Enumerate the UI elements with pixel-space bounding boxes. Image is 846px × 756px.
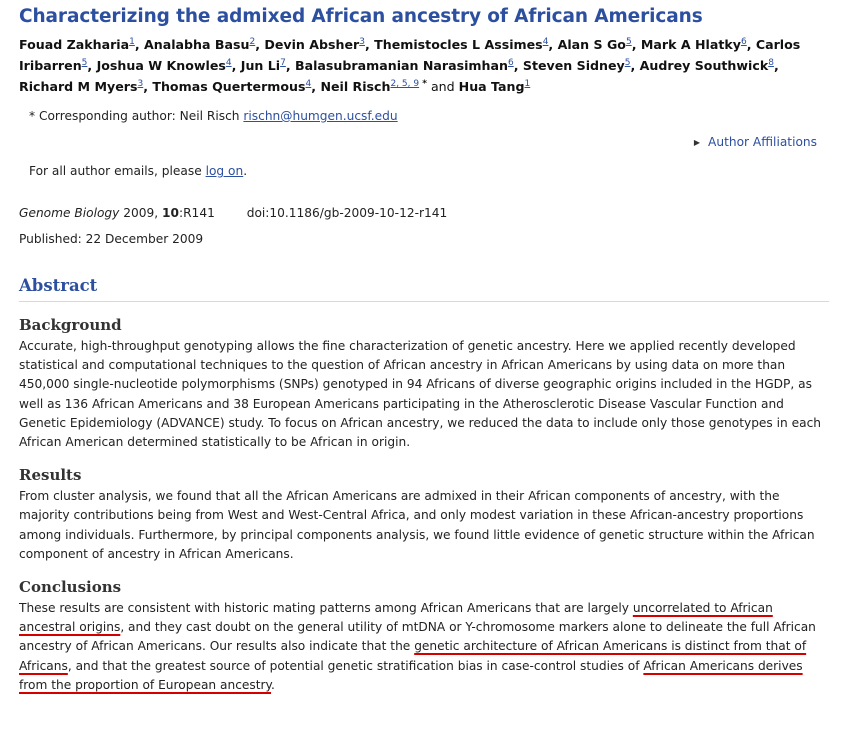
emails-note-period: . (243, 164, 248, 178)
corresponding-email-link[interactable]: rischn@humgen.ucsf.edu (243, 109, 398, 123)
author-name[interactable]: Devin Absher (264, 37, 360, 52)
author-affiliation-ref[interactable]: 5 (625, 37, 632, 47)
author-affiliation-ref[interactable]: 7 (280, 58, 286, 68)
author-affiliation-ref[interactable]: 6 (740, 37, 747, 47)
author-name[interactable]: Analabha Basu (144, 37, 250, 52)
citation-year: 2009, (123, 206, 159, 220)
corresponding-author (29, 109, 829, 123)
author-name[interactable]: Fouad Zakharia (19, 37, 130, 52)
author-affiliation-ref[interactable]: 4 (542, 37, 549, 47)
author-separator: , (746, 37, 756, 52)
author-name[interactable]: Steven Sidney (522, 58, 625, 73)
highlighted-phrase: genetic architecture of African Americans is distinct from that of Africans (19, 639, 807, 673)
author-separator: , (548, 37, 558, 52)
author-affiliation-ref[interactable]: 3 (359, 37, 365, 47)
article-title: Characterizing the admixed African ancestry of African Americans (19, 6, 703, 27)
published-date: Published: 22 December 2009 (19, 232, 204, 246)
author-separator: , (773, 58, 779, 73)
author-separator: , (285, 58, 296, 73)
highlighted-phrase: African Americans derives from the proportion of European ancestry (19, 658, 803, 692)
journal-name: Genome Biology (19, 206, 120, 220)
author-name[interactable]: Thomas Quertermous (152, 79, 306, 94)
results-text: From cluster analysis, we found that all the African Americans are admixed in their African components of ancestry, with the majority contributions being from West and West-Central Africa, and only modest variation in these African-ancestry proportions among individuals. Furthermore, by principal components analysis, we found little evidence of genetic structure within the African component of ancestry in African Americans. (19, 489, 815, 561)
article-page (19, 5, 829, 695)
author-affiliations-label: Author Affiliations (708, 135, 817, 149)
corresponding-author-label: * Corresponding author: Neil Risch (29, 109, 240, 123)
author-affiliation-ref[interactable]: 4 (225, 58, 232, 68)
author-name[interactable]: Balasubramanian Narasimhan (295, 58, 508, 73)
author-name[interactable]: Mark A Hlatky (640, 37, 741, 52)
abstract-heading: Abstract (19, 276, 829, 302)
author-affiliation-ref[interactable]: 1 (129, 37, 135, 47)
log-on-link[interactable]: log on (205, 164, 244, 178)
author-list (19, 34, 829, 97)
conclusions-segment: These results are consistent with historic mating patterns among African Americans that are largely (19, 601, 633, 616)
author-affiliation-ref[interactable]: 3 (137, 79, 144, 89)
author-name[interactable]: Hua Tang (458, 79, 525, 94)
author-separator: , (134, 37, 145, 52)
citation-article: :R141 (178, 206, 215, 220)
author-name[interactable]: Audrey Southwick (639, 58, 769, 73)
affiliations-row (19, 135, 829, 153)
expand-triangle-icon: ▶ (693, 138, 701, 147)
background-text: Accurate, high-throughput genotyping allows the fine characterization of genetic ancestry. Here we applied recently developed statistical and computational techniques to the question of African ancestry in African Americans by using data on more than 450,000 single-nucleotide polymorphisms (SNPs) genotyped in 94 Africans of diverse geographic origins included in the HGDP, as well as 136 African Americans and 38 European Americans participating in the Atherosclerotic Disease Vascular Function and Genetic Epidemiology (ADVANCE) study. To focus on African ancestry, we reduced the data to include only those genotypes in each African American determined statistically to be African in origin. (19, 339, 822, 450)
author-name[interactable]: Alan S Go (557, 37, 626, 52)
emails-note-text: For all author emails, please (29, 164, 202, 178)
author-name[interactable]: Carlos Iribarren (19, 37, 801, 73)
author-separator: , (364, 37, 375, 52)
author-separator: , (630, 58, 640, 73)
author-affiliation-ref[interactable]: 2, 5, 9 (390, 79, 420, 89)
author-affiliation-ref[interactable]: 4 (305, 79, 312, 89)
author-affiliation-ref[interactable]: 6 (507, 58, 514, 68)
author-affiliation-ref[interactable]: 5 (624, 58, 631, 68)
author-affiliation-ref[interactable]: 2 (249, 37, 256, 47)
citation-volume: 10 (162, 206, 179, 220)
highlighted-phrase: uncorrelated to African ancestral origins (19, 601, 773, 635)
author-separator: , (513, 58, 523, 73)
conclusions-text (19, 599, 829, 695)
author-name[interactable]: Themistocles L Assimes (374, 37, 543, 52)
author-affiliation-ref[interactable]: 1 (524, 79, 531, 89)
author-name[interactable]: Richard M Myers (19, 79, 138, 94)
author-affiliation-ref[interactable]: 5 (81, 58, 88, 68)
conclusions-segment: , and that the greatest source of potential genetic stratification bias in case-control studies of (67, 658, 644, 673)
author-affiliation-ref[interactable]: 8 (768, 58, 774, 68)
author-separator: , (311, 79, 321, 94)
conclusions-segment: . (271, 677, 275, 692)
author-separator: , (143, 79, 153, 94)
citation-doi: doi:10.1186/gb-2009-10-12-r141 (246, 206, 448, 220)
author-separator: , (231, 58, 241, 73)
author-name[interactable]: Joshua W Knowles (96, 58, 226, 73)
authors-and: and (426, 79, 459, 94)
author-emails-note (29, 164, 829, 178)
background-heading: Background (19, 316, 122, 334)
citation-line (19, 206, 829, 220)
author-separator: , (631, 37, 641, 52)
results-heading: Results (19, 466, 82, 485)
author-affiliations-toggle[interactable] (694, 135, 817, 149)
author-name[interactable]: Neil Risch (320, 79, 391, 94)
corresponding-star: * (419, 79, 427, 89)
author-name[interactable]: Jun Li (240, 58, 281, 73)
conclusions-segment: , and they cast doubt on the general utility of mtDNA or Y-chromosome markers alone to delineate the full African ancestry of African Americans. Our results also indicate that the (19, 620, 816, 654)
author-separator: , (255, 37, 265, 52)
author-separator: , (87, 58, 97, 73)
conclusions-heading: Conclusions (19, 578, 122, 597)
